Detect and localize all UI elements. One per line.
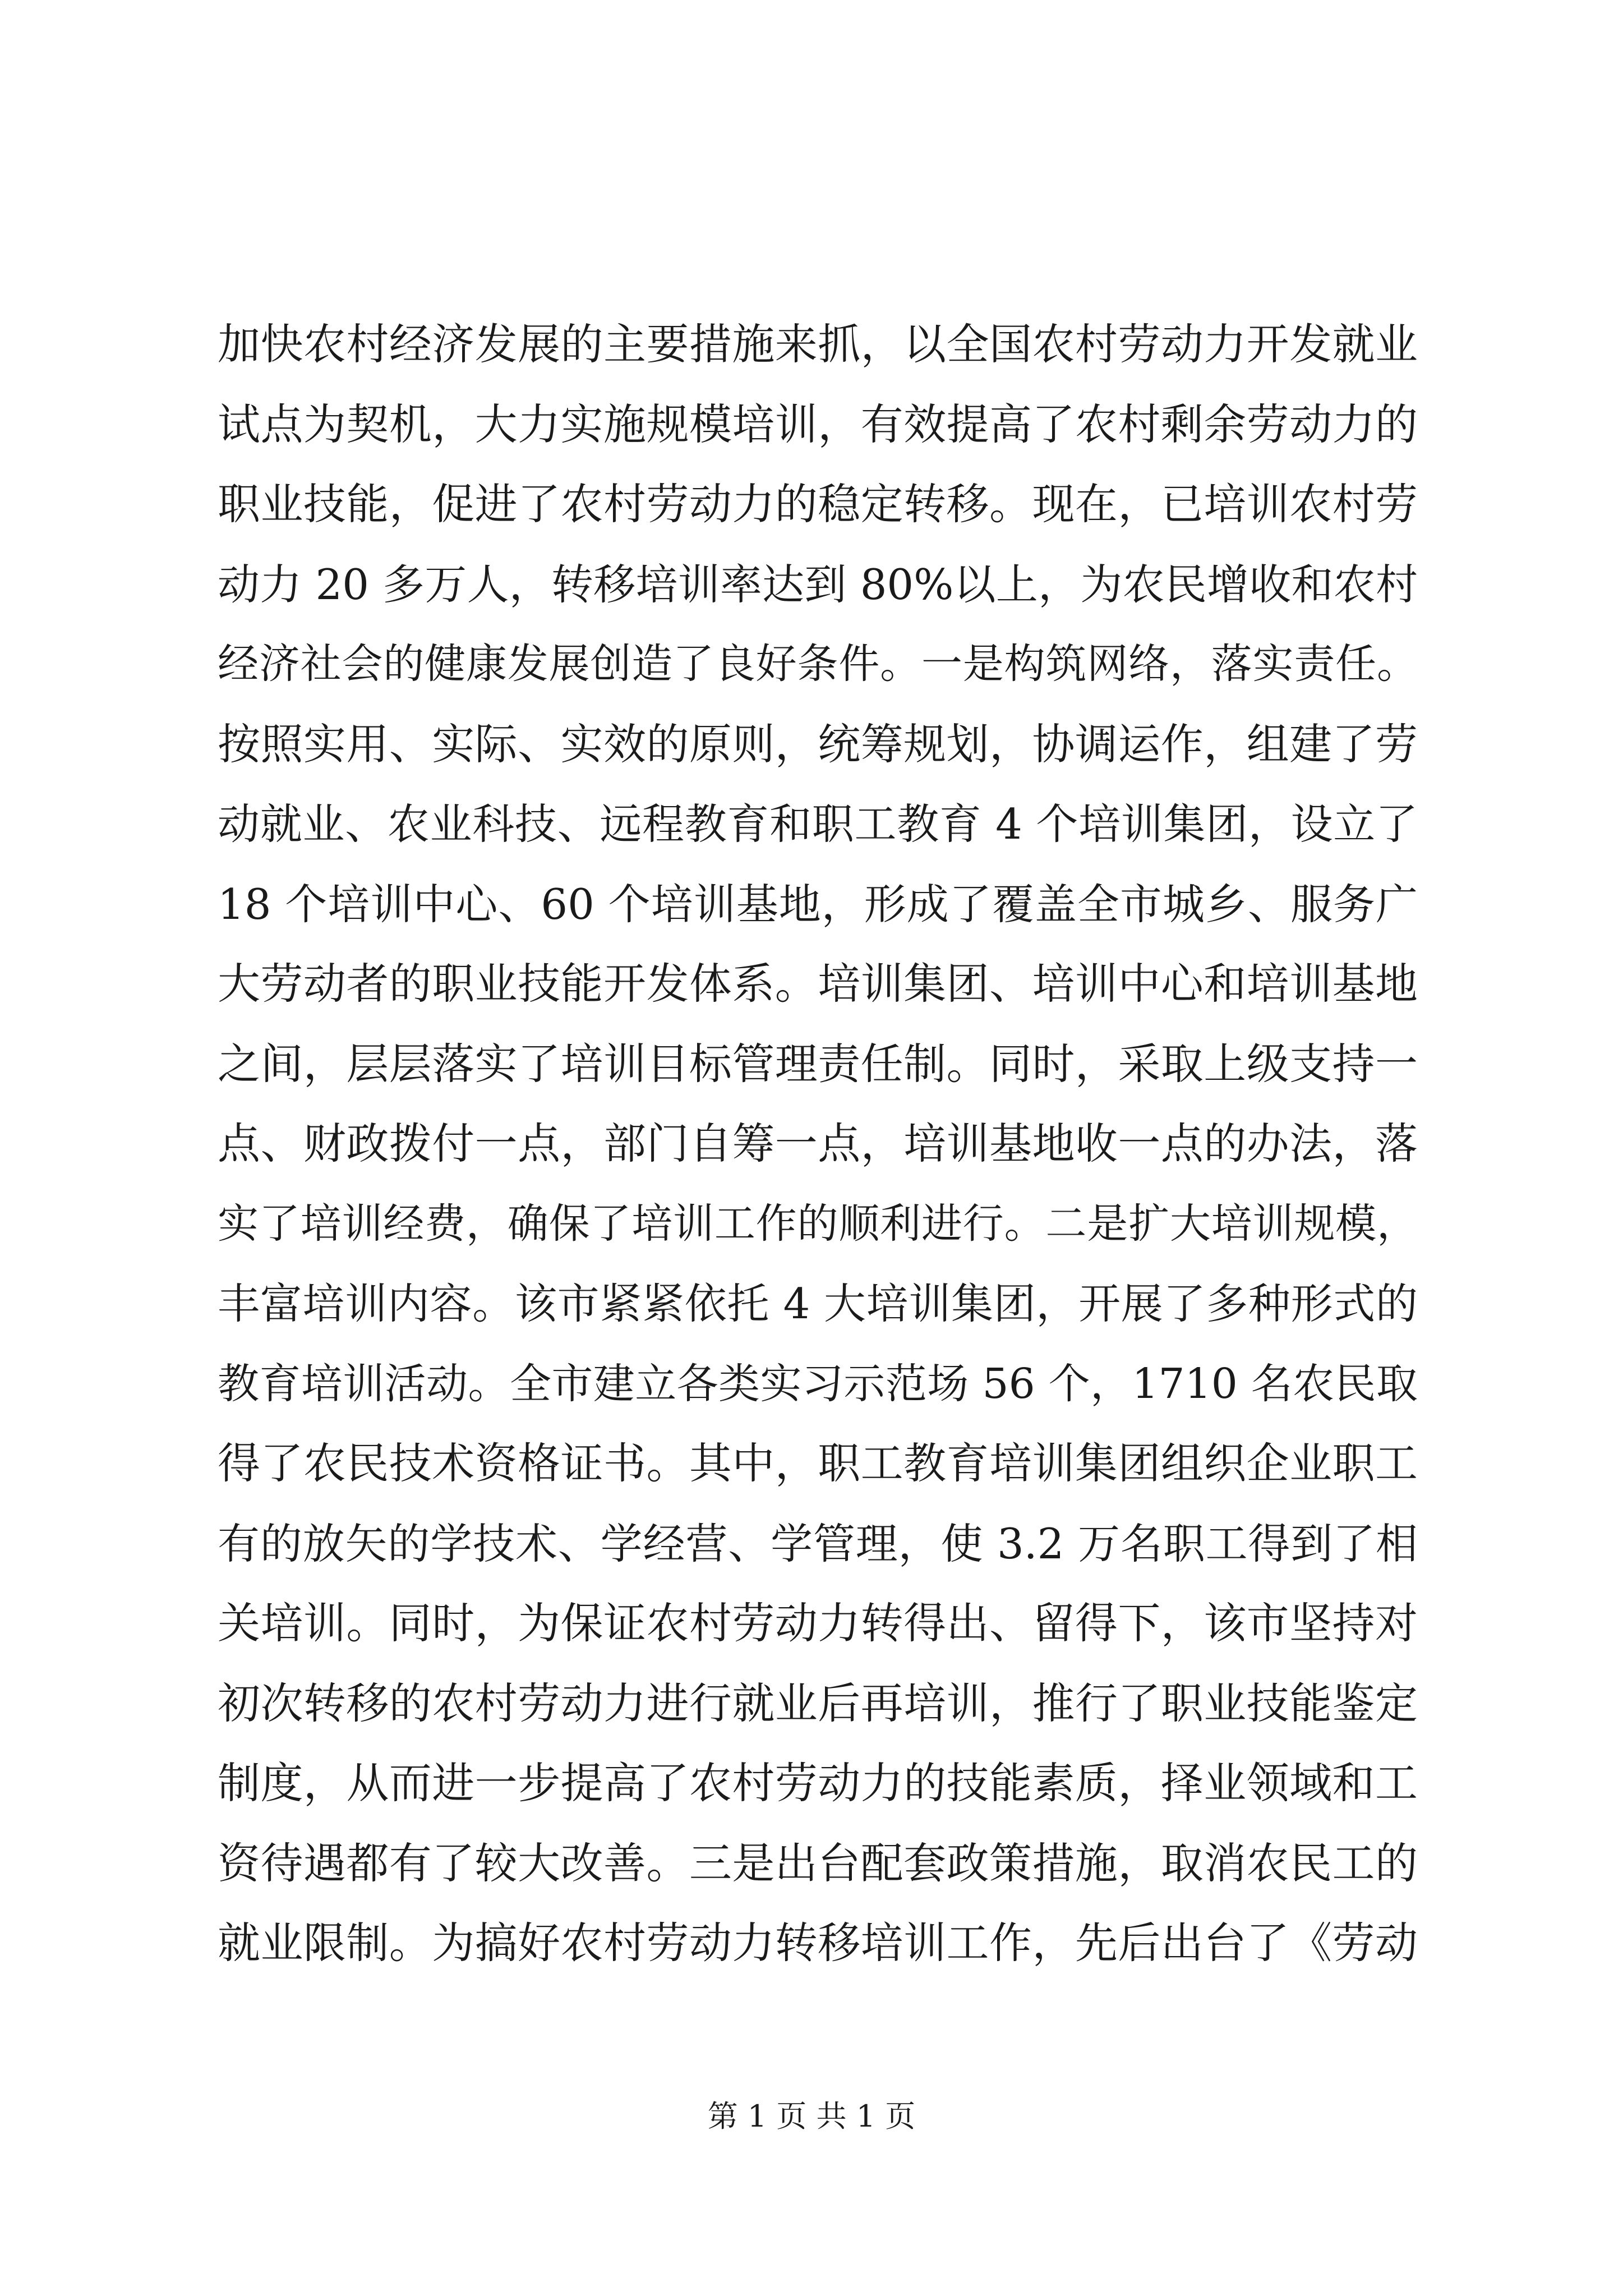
text-line: 实了培训经费，确保了培训工作的顺利进行。二是扩大培训规模， bbox=[218, 1199, 1418, 1248]
text-line: 按照实用、实际、实效的原则，统筹规划，协调运作，组建了劳 bbox=[218, 719, 1418, 769]
text-line: 大劳动者的职业技能开发体系。培训集团、培训中心和培训基地 bbox=[218, 959, 1418, 1009]
text-line: 关培训。同时，为保证农村劳动力转得出、留得下，该市坚持对 bbox=[218, 1598, 1418, 1648]
text-line: 就业限制。为搞好农村劳动力转移培训工作，先后出台了《劳动 bbox=[218, 1918, 1418, 1968]
page-footer: 第 1 页 共 1 页 bbox=[707, 2099, 916, 2134]
text-line: 教育培训活动。全市建立各类实习示范场 56 个，1710 名农民取 bbox=[218, 1359, 1418, 1408]
text-line: 加快农村经济发展的主要措施来抓，以全国农村劳动力开发就业 bbox=[218, 319, 1418, 369]
text-line: 之间，层层落实了培训目标管理责任制。同时，采取上级支持一 bbox=[218, 1038, 1418, 1089]
text-line: 动就业、农业科技、远程教育和职工教育 4 个培训集团，设立了 bbox=[218, 799, 1418, 849]
text-line: 丰富培训内容。该市紧紧依托 4 大培训集团，开展了多种形式的 bbox=[218, 1279, 1418, 1328]
text-line: 职业技能，促进了农村劳动力的稳定转移。现在，已培训农村劳 bbox=[218, 479, 1418, 529]
body-text bbox=[218, 305, 1418, 1984]
text-line: 得了农民技术资格证书。其中，职工教育培训集团组织企业职工 bbox=[218, 1438, 1418, 1488]
text-line: 制度，从而进一步提高了农村劳动力的技能素质，择业领域和工 bbox=[218, 1758, 1418, 1808]
text-line: 经济社会的健康发展创造了良好条件。一是构筑网络，落实责任。 bbox=[218, 640, 1418, 688]
text-line: 动力 20 多万人，转移培训率达到 80%以上，为农民增收和农村 bbox=[218, 559, 1418, 609]
text-line: 18 个培训中心、60 个培训基地，形成了覆盖全市城乡、服务广 bbox=[218, 879, 1418, 929]
text-line: 试点为契机，大力实施规模培训，有效提高了农村剩余劳动力的 bbox=[218, 399, 1418, 449]
text-line: 有的放矢的学技术、学经营、学管理，使 3.2 万名职工得到了相 bbox=[218, 1519, 1418, 1568]
text-line: 初次转移的农村劳动力进行就业后再培训，推行了职业技能鉴定 bbox=[218, 1678, 1418, 1728]
text-line: 点、财政拨付一点，部门自筹一点，培训基地收一点的办法，落 bbox=[218, 1119, 1418, 1168]
text-line: 资待遇都有了较大改善。三是出台配套政策措施，取消农民工的 bbox=[218, 1838, 1418, 1888]
